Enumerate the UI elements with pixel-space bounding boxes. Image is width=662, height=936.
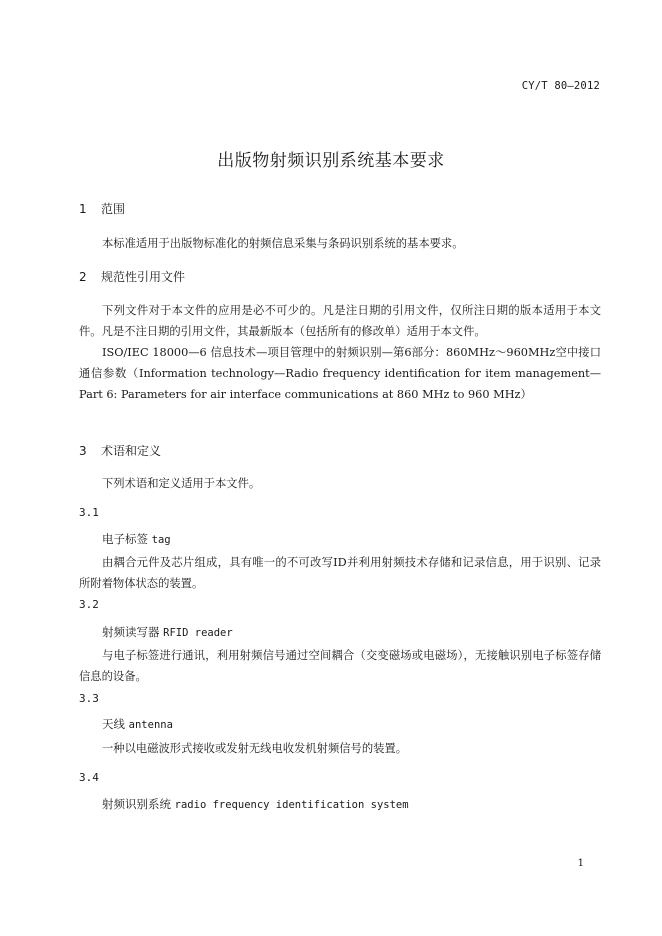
section-heading-normative bbox=[79, 268, 185, 285]
section-title: 规范性引用文件 bbox=[101, 270, 186, 284]
term-definition: 与电子标签进行通讯，利用射频信号通过空间耦合（交变磁场或电磁场），无接触识别电子标签存储信息的设备。 bbox=[79, 649, 601, 683]
term-en: radio frequency identification system bbox=[174, 799, 409, 811]
term-heading-rfid-system bbox=[102, 796, 409, 812]
term-definition: 一种以电磁波形式接收或发射无线电收发机射频信号的装置。 bbox=[102, 742, 408, 755]
term-heading-rfid-reader bbox=[102, 624, 233, 640]
normative-reference: ISO/IEC 18000—6 信息技术—项目管理中的射频识别—第6部分：860MHz～960MHz空中接口通信参数（Information technology—Radio frequency identification for item management—Part 6: Parameters for air interface communications at 860 MHz to 960 MHz） bbox=[79, 346, 601, 401]
scope-text: 本标准适用于出版物标准化的射频信息采集与条码识别系统的基本要求。 bbox=[102, 237, 464, 250]
term-number: 3.2 bbox=[79, 598, 99, 611]
term-en: antenna bbox=[128, 719, 173, 731]
section-heading-terms bbox=[79, 442, 161, 459]
term-heading-antenna bbox=[102, 716, 173, 732]
section-number: 3 bbox=[79, 444, 87, 458]
term-en: RFID reader bbox=[163, 627, 233, 639]
normative-intro: 下列文件对于本文件的应用是必不可少的。凡是注日期的引用文件，仅所注日期的版本适用于本文件。凡是不注日期的引用文件，其最新版本（包括所有的修改单）适用于本文件。 bbox=[79, 304, 601, 338]
term-cn: 射频读写器 bbox=[102, 625, 160, 639]
section-heading-scope bbox=[79, 200, 125, 217]
term-cn: 天线 bbox=[102, 717, 125, 731]
term-cn: 电子标签 bbox=[102, 532, 148, 546]
term-heading-tag bbox=[102, 531, 171, 547]
term-cn: 射频识别系统 bbox=[102, 797, 171, 811]
document-title: 出版物射频识别系统基本要求 bbox=[217, 151, 445, 171]
term-en: tag bbox=[151, 534, 171, 546]
page-number: 1 bbox=[577, 858, 584, 869]
standard-code: CY/T 80—2012 bbox=[521, 80, 600, 92]
term-number: 3.4 bbox=[79, 771, 99, 784]
section-title: 术语和定义 bbox=[101, 444, 162, 458]
term-number: 3.3 bbox=[79, 692, 99, 705]
section-number: 2 bbox=[79, 270, 87, 284]
terms-intro: 下列术语和定义适用于本文件。 bbox=[102, 477, 261, 490]
term-definition: 由耦合元件及芯片组成，具有唯一的不可改写ID并利用射频技术存储和记录信息，用于识别、记录所附着物体状态的装置。 bbox=[79, 556, 601, 590]
term-number: 3.1 bbox=[79, 506, 99, 519]
section-title: 范围 bbox=[101, 202, 126, 216]
section-number: 1 bbox=[79, 202, 87, 216]
